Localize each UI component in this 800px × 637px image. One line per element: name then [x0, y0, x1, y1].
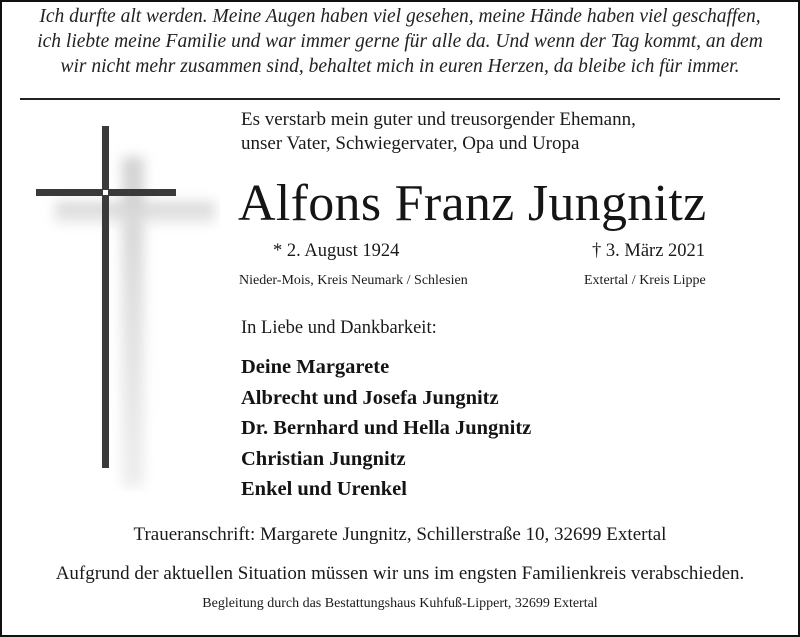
memorial-quote	[10, 4, 790, 79]
mourner-name: Albrecht und Josefa Jungnitz	[241, 386, 499, 409]
quote-line: Ich durfte alt werden. Meine Augen haben viel gesehen, meine Hände haben viel geschaffen,	[39, 6, 761, 27]
deceased-name: Alfons Franz Jungnitz	[238, 175, 707, 232]
funeral-home-credit: Begleitung durch das Bestattungshaus Kuhfuß-Lippert, 32699 Extertal	[202, 596, 598, 611]
mourner-name: Dr. Bernhard und Hella Jungnitz	[241, 417, 532, 439]
mourners-list	[241, 352, 531, 505]
quote-line: wir nicht mehr zusammen sind, behaltet mich in euren Herzen, da bleibe ich für immer.	[60, 56, 740, 77]
mourner-name: Enkel und Urenkel	[241, 478, 407, 500]
mourner-name: Deine Margarete	[241, 356, 390, 378]
death-date: † 3. März 2021	[592, 241, 706, 261]
divider-line	[20, 98, 780, 100]
death-announcement	[241, 108, 636, 156]
mourner-name: Christian Jungnitz	[241, 447, 406, 470]
death-place: Extertal / Kreis Lippe	[584, 273, 706, 288]
mourning-address: Traueranschrift: Margarete Jungnitz, Schillerstraße 10, 32699 Extertal	[133, 524, 667, 545]
birth-date: * 2. August 1924	[273, 241, 400, 261]
announcement-line: unser Vater, Schwiegervater, Opa und Uropa	[241, 133, 580, 154]
family-notice: Aufgrund der aktuellen Situation müssen wir uns im engsten Familienkreis verabschieden.	[55, 563, 745, 584]
birth-place: Nieder-Mois, Kreis Neumark / Schlesien	[239, 273, 468, 288]
announcement-line: Es verstarb mein guter und treusorgender Ehemann,	[241, 109, 636, 130]
quote-line: ich liebte meine Familie und war immer gerne für alle da. Und wenn der Tag kommt, an dem	[37, 31, 763, 52]
thanks-line: In Liebe und Dankbarkeit:	[241, 318, 437, 338]
cross-icon	[30, 122, 220, 492]
